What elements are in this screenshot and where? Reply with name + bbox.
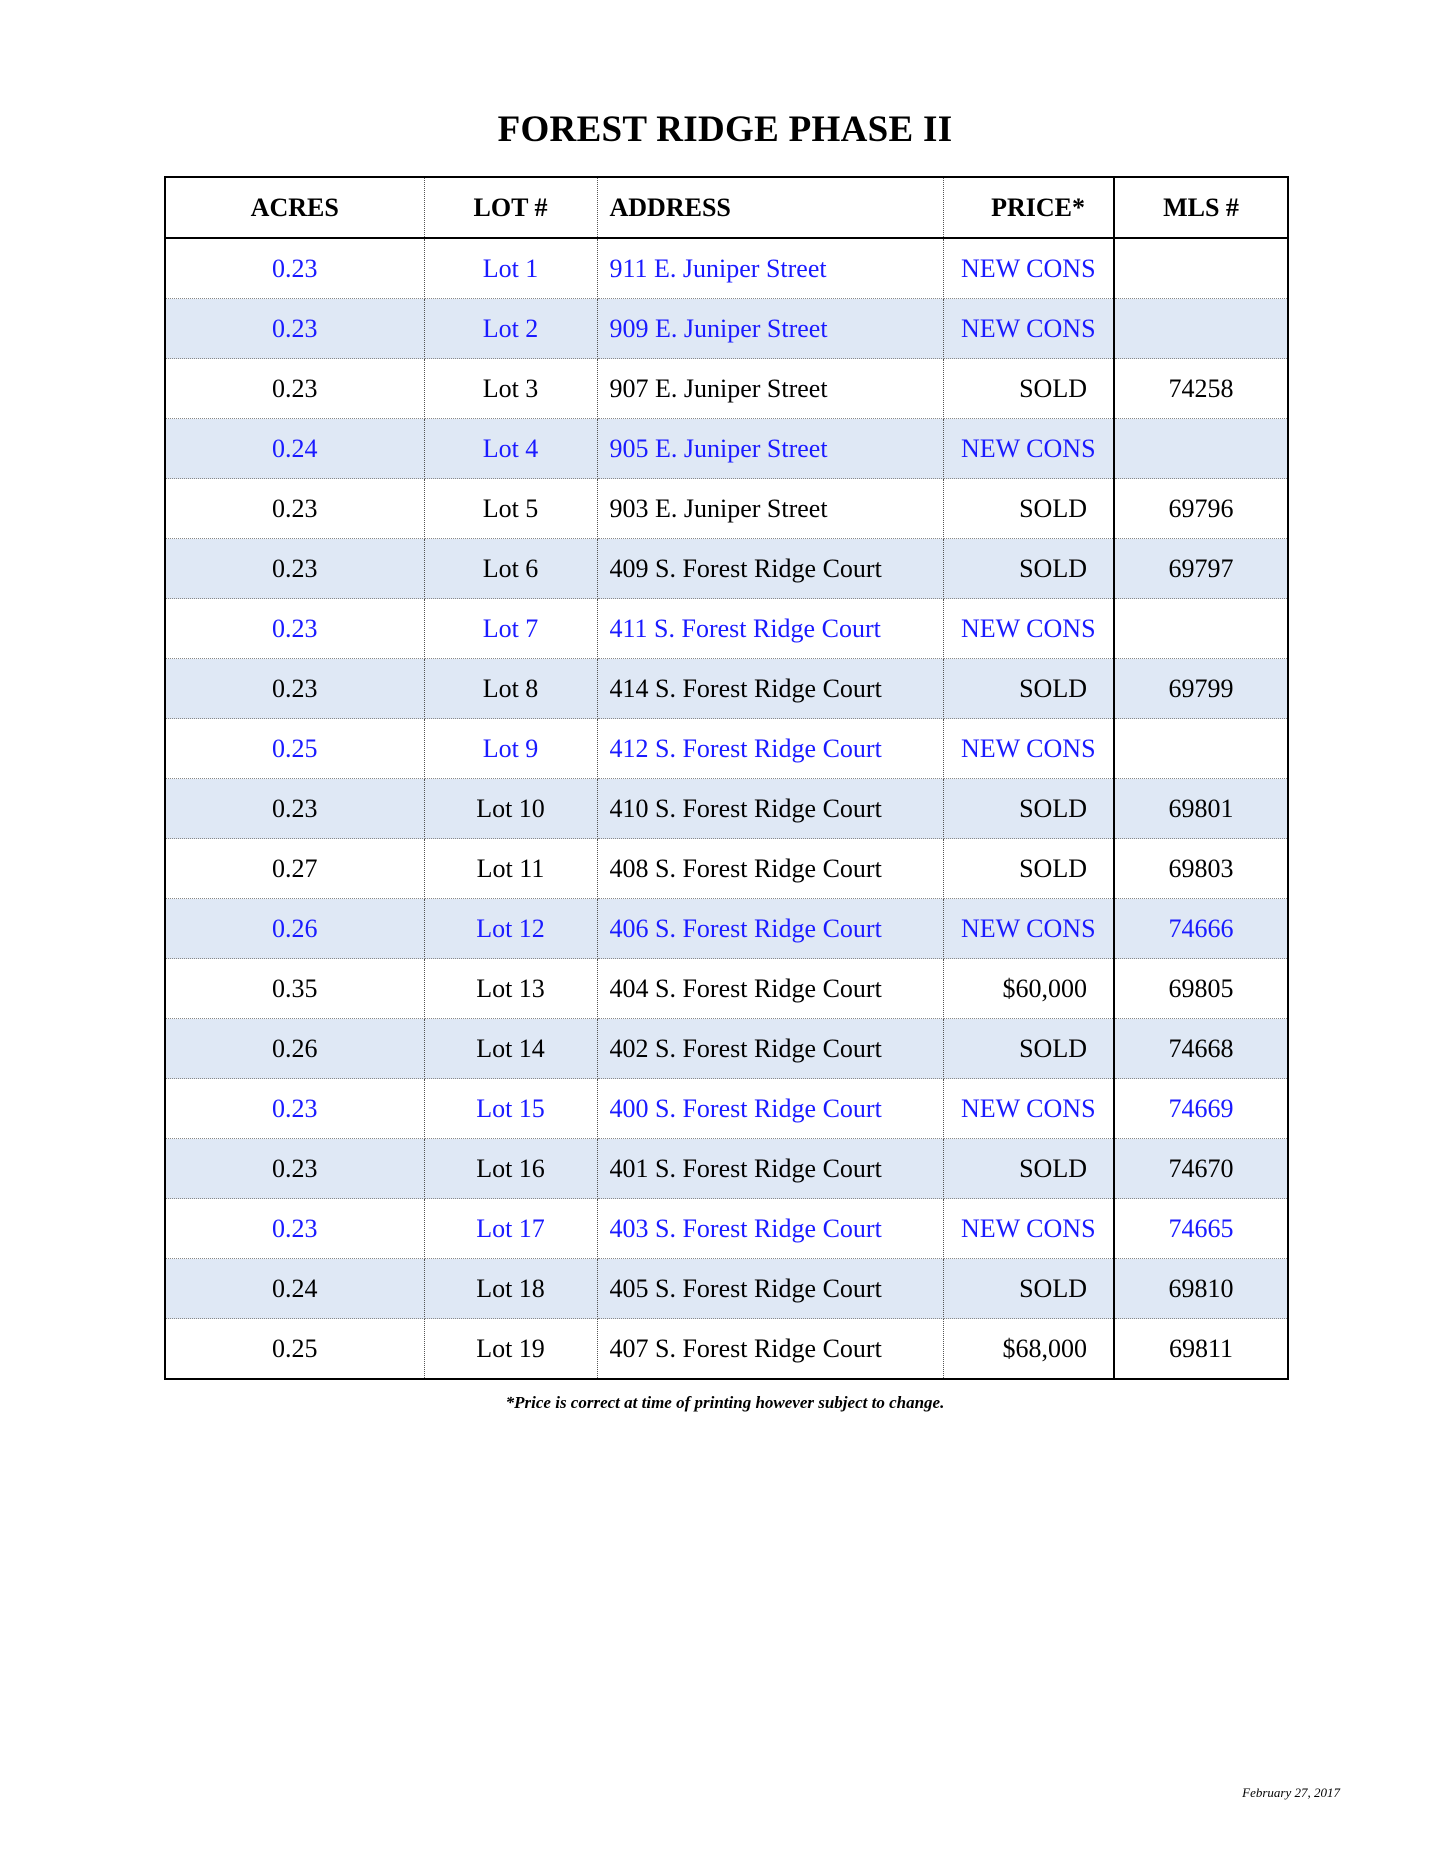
- table-row: [165, 479, 1288, 539]
- cell-price: SOLD: [943, 539, 1114, 599]
- table-row: [165, 719, 1288, 779]
- table-row: [165, 539, 1288, 599]
- cell-address: 412 S. Forest Ridge Court: [597, 719, 943, 779]
- cell-acres: 0.25: [165, 1319, 424, 1380]
- cell-address: 911 E. Juniper Street: [597, 238, 943, 299]
- cell-address: 400 S. Forest Ridge Court: [597, 1079, 943, 1139]
- cell-price: NEW CONS: [943, 238, 1114, 299]
- cell-acres: 0.23: [165, 1199, 424, 1259]
- cell-price: NEW CONS: [943, 899, 1114, 959]
- table-row: [165, 599, 1288, 659]
- cell-acres: 0.26: [165, 899, 424, 959]
- cell-lot: Lot 14: [424, 1019, 597, 1079]
- table-row: [165, 1139, 1288, 1199]
- cell-mls: [1114, 419, 1288, 479]
- header-row: [165, 177, 1288, 238]
- cell-address: 407 S. Forest Ridge Court: [597, 1319, 943, 1380]
- cell-acres: 0.23: [165, 299, 424, 359]
- cell-lot: Lot 7: [424, 599, 597, 659]
- cell-address: 409 S. Forest Ridge Court: [597, 539, 943, 599]
- cell-mls: 74669: [1114, 1079, 1288, 1139]
- cell-acres: 0.24: [165, 1259, 424, 1319]
- cell-lot: Lot 16: [424, 1139, 597, 1199]
- header-acres: ACRES: [165, 177, 424, 238]
- cell-lot: Lot 18: [424, 1259, 597, 1319]
- header-price: PRICE*: [943, 177, 1114, 238]
- cell-lot: Lot 5: [424, 479, 597, 539]
- cell-mls: [1114, 599, 1288, 659]
- cell-acres: 0.35: [165, 959, 424, 1019]
- cell-address: 404 S. Forest Ridge Court: [597, 959, 943, 1019]
- cell-lot: Lot 8: [424, 659, 597, 719]
- table-row: [165, 359, 1288, 419]
- cell-acres: 0.23: [165, 1079, 424, 1139]
- table-row: [165, 959, 1288, 1019]
- table-row: [165, 1079, 1288, 1139]
- cell-address: 903 E. Juniper Street: [597, 479, 943, 539]
- cell-mls: 74258: [1114, 359, 1288, 419]
- cell-price: NEW CONS: [943, 299, 1114, 359]
- page-title: FOREST RIDGE PHASE II: [497, 109, 953, 150]
- cell-address: 408 S. Forest Ridge Court: [597, 839, 943, 899]
- cell-mls: 69803: [1114, 839, 1288, 899]
- cell-mls: [1114, 719, 1288, 779]
- cell-acres: 0.23: [165, 479, 424, 539]
- cell-address: 403 S. Forest Ridge Court: [597, 1199, 943, 1259]
- cell-price: SOLD: [943, 1259, 1114, 1319]
- cell-price: SOLD: [943, 359, 1114, 419]
- cell-acres: 0.23: [165, 359, 424, 419]
- header-address: ADDRESS: [597, 177, 943, 238]
- cell-mls: 69801: [1114, 779, 1288, 839]
- cell-lot: Lot 15: [424, 1079, 597, 1139]
- cell-acres: 0.23: [165, 599, 424, 659]
- cell-acres: 0.23: [165, 539, 424, 599]
- cell-acres: 0.23: [165, 779, 424, 839]
- cell-acres: 0.25: [165, 719, 424, 779]
- cell-price: SOLD: [943, 1019, 1114, 1079]
- cell-mls: 74666: [1114, 899, 1288, 959]
- cell-mls: 69811: [1168, 1333, 1234, 1363]
- cell-lot: Lot 11: [424, 839, 597, 899]
- cell-mls: 74670: [1114, 1139, 1288, 1199]
- table-row: [165, 1259, 1288, 1319]
- cell-lot: Lot 3: [424, 359, 597, 419]
- cell-address: 414 S. Forest Ridge Court: [597, 659, 943, 719]
- cell-address: 402 S. Forest Ridge Court: [597, 1019, 943, 1079]
- table-row: [165, 659, 1288, 719]
- table-row: [165, 419, 1288, 479]
- cell-address: 410 S. Forest Ridge Court: [597, 779, 943, 839]
- cell-lot: Lot 13: [424, 959, 597, 1019]
- cell-price: NEW CONS: [943, 719, 1114, 779]
- cell-mls: [1114, 238, 1288, 299]
- cell-price: NEW CONS: [943, 1079, 1114, 1139]
- cell-mls: 69797: [1114, 539, 1288, 599]
- header-mls: MLS #: [1114, 177, 1288, 238]
- cell-lot: Lot 4: [424, 419, 597, 479]
- cell-lot: Lot 6: [424, 539, 597, 599]
- table-row: [165, 779, 1288, 839]
- cell-price: $68,000: [943, 1319, 1114, 1380]
- cell-acres: 0.27: [165, 839, 424, 899]
- table-row: [165, 1199, 1288, 1259]
- table-row: [165, 299, 1288, 359]
- cell-lot: Lot 9: [424, 719, 597, 779]
- cell-price: NEW CONS: [943, 419, 1114, 479]
- cell-price: SOLD: [943, 839, 1114, 899]
- cell-lot: Lot 10: [424, 779, 597, 839]
- cell-acres: 0.23: [165, 659, 424, 719]
- cell-address: 401 S. Forest Ridge Court: [597, 1139, 943, 1199]
- cell-lot: Lot 12: [424, 899, 597, 959]
- cell-acres: 0.23: [165, 1139, 424, 1199]
- header-lot: LOT #: [424, 177, 597, 238]
- table-row: [165, 1319, 1288, 1380]
- table-body: [165, 238, 1288, 1379]
- cell-acres: 0.24: [165, 419, 424, 479]
- cell-address: 905 E. Juniper Street: [597, 419, 943, 479]
- table-row: [165, 1019, 1288, 1079]
- cell-address: 406 S. Forest Ridge Court: [597, 899, 943, 959]
- cell-lot: Lot 2: [424, 299, 597, 359]
- cell-mls: 74668: [1114, 1019, 1288, 1079]
- table-row: [165, 839, 1288, 899]
- cell-mls: [1114, 299, 1288, 359]
- cell-mls: 69799: [1114, 659, 1288, 719]
- cell-price: NEW CONS: [943, 1199, 1114, 1259]
- cell-address: 909 E. Juniper Street: [597, 299, 943, 359]
- cell-mls: 74665: [1114, 1199, 1288, 1259]
- cell-lot: Lot 1: [424, 238, 597, 299]
- cell-lot: Lot 17: [424, 1199, 597, 1259]
- cell-address: 411 S. Forest Ridge Court: [597, 599, 943, 659]
- cell-mls: 69810: [1114, 1259, 1288, 1319]
- cell-price: SOLD: [943, 659, 1114, 719]
- table-row: [165, 899, 1288, 959]
- cell-mls: 69805: [1114, 959, 1288, 1019]
- table-row: [165, 238, 1288, 299]
- cell-address: 907 E. Juniper Street: [597, 359, 943, 419]
- cell-acres: 0.26: [165, 1019, 424, 1079]
- cell-acres: 0.23: [165, 238, 424, 299]
- cell-price: $60,000: [943, 959, 1114, 1019]
- print-date: February 27, 2017: [1242, 1785, 1340, 1800]
- cell-price: NEW CONS: [943, 599, 1114, 659]
- cell-price: SOLD: [943, 779, 1114, 839]
- cell-price: SOLD: [943, 479, 1114, 539]
- table-header: [165, 177, 1288, 238]
- lots-table: [164, 176, 1289, 1380]
- price-footnote: *Price is correct at time of printing however subject to change.: [505, 1393, 945, 1412]
- cell-mls: 69796: [1114, 479, 1288, 539]
- cell-address: 405 S. Forest Ridge Court: [597, 1259, 943, 1319]
- cell-price: SOLD: [943, 1139, 1114, 1199]
- cell-lot: Lot 19: [424, 1319, 597, 1380]
